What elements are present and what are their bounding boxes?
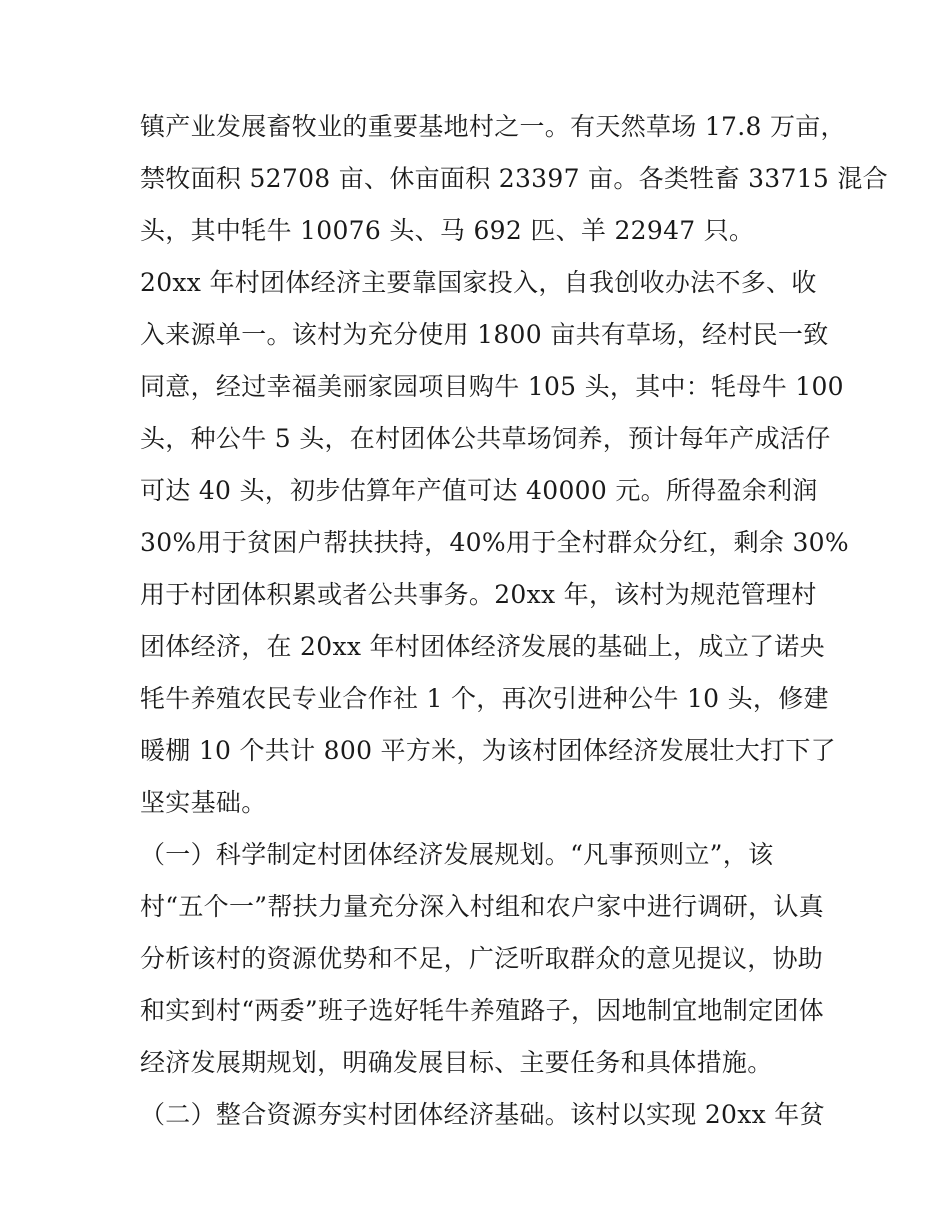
text-line: 团体经济，在 20xx 年村团体经济发展的基础上，成立了诺央	[140, 632, 825, 661]
text-line: 用于村团体积累或者公共事务。20xx 年，该村为规范管理村	[140, 580, 817, 609]
text-line: 和实到村“两委”班子选好牦牛养殖路子，因地制宜地制定团体	[140, 996, 824, 1025]
text-line: （一）科学制定村团体经济发展规划。“凡事预则立”，该	[140, 840, 774, 869]
text-line: 暖棚 10 个共计 800 平方米，为该村团体经济发展壮大打下了	[140, 736, 836, 765]
text-line: 入来源单一。该村为充分使用 1800 亩共有草场，经村民一致	[140, 320, 829, 349]
text-line: 头，其中牦牛 10076 头、马 692 匹、羊 22947 只。	[140, 216, 755, 245]
text-line: 牦牛养殖农民专业合作社 1 个，再次引进种公牛 10 头，修建	[140, 684, 829, 713]
text-line: （二）整合资源夯实村团体经济基础。该村以实现 20xx 年贫	[140, 1100, 825, 1129]
text-line: 村“五个一”帮扶力量充分深入村组和农户家中进行调研，认真	[140, 892, 824, 921]
text-line: 头，种公牛 5 头，在村团体公共草场饲养，预计每年产成活仔	[140, 424, 831, 453]
text-line: 禁牧面积 52708 亩、休亩面积 23397 亩。各类牲畜 33715 混合	[140, 164, 888, 193]
text-line: 分析该村的资源优势和不足，广泛听取群众的意见提议，协助	[140, 944, 824, 973]
text-line: 30%用于贫困户帮扶扶持，40%用于全村群众分红，剩余 30%	[140, 528, 849, 557]
text-line: 同意，经过幸福美丽家园项目购牛 105 头，其中：牦母牛 100	[140, 372, 844, 401]
text-line: 20xx 年村团体经济主要靠国家投入，自我创收办法不多、收	[140, 268, 817, 297]
text-line: 坚实基础。	[140, 788, 267, 817]
text-line: 经济发展期规划，明确发展目标、主要任务和具体措施。	[140, 1048, 773, 1077]
text-line: 可达 40 头，初步估算年产值可达 40000 元。所得盈余利润	[140, 476, 818, 505]
text-line: 镇产业发展畜牧业的重要基地村之一。有天然草场 17.8 万亩，	[140, 112, 846, 141]
